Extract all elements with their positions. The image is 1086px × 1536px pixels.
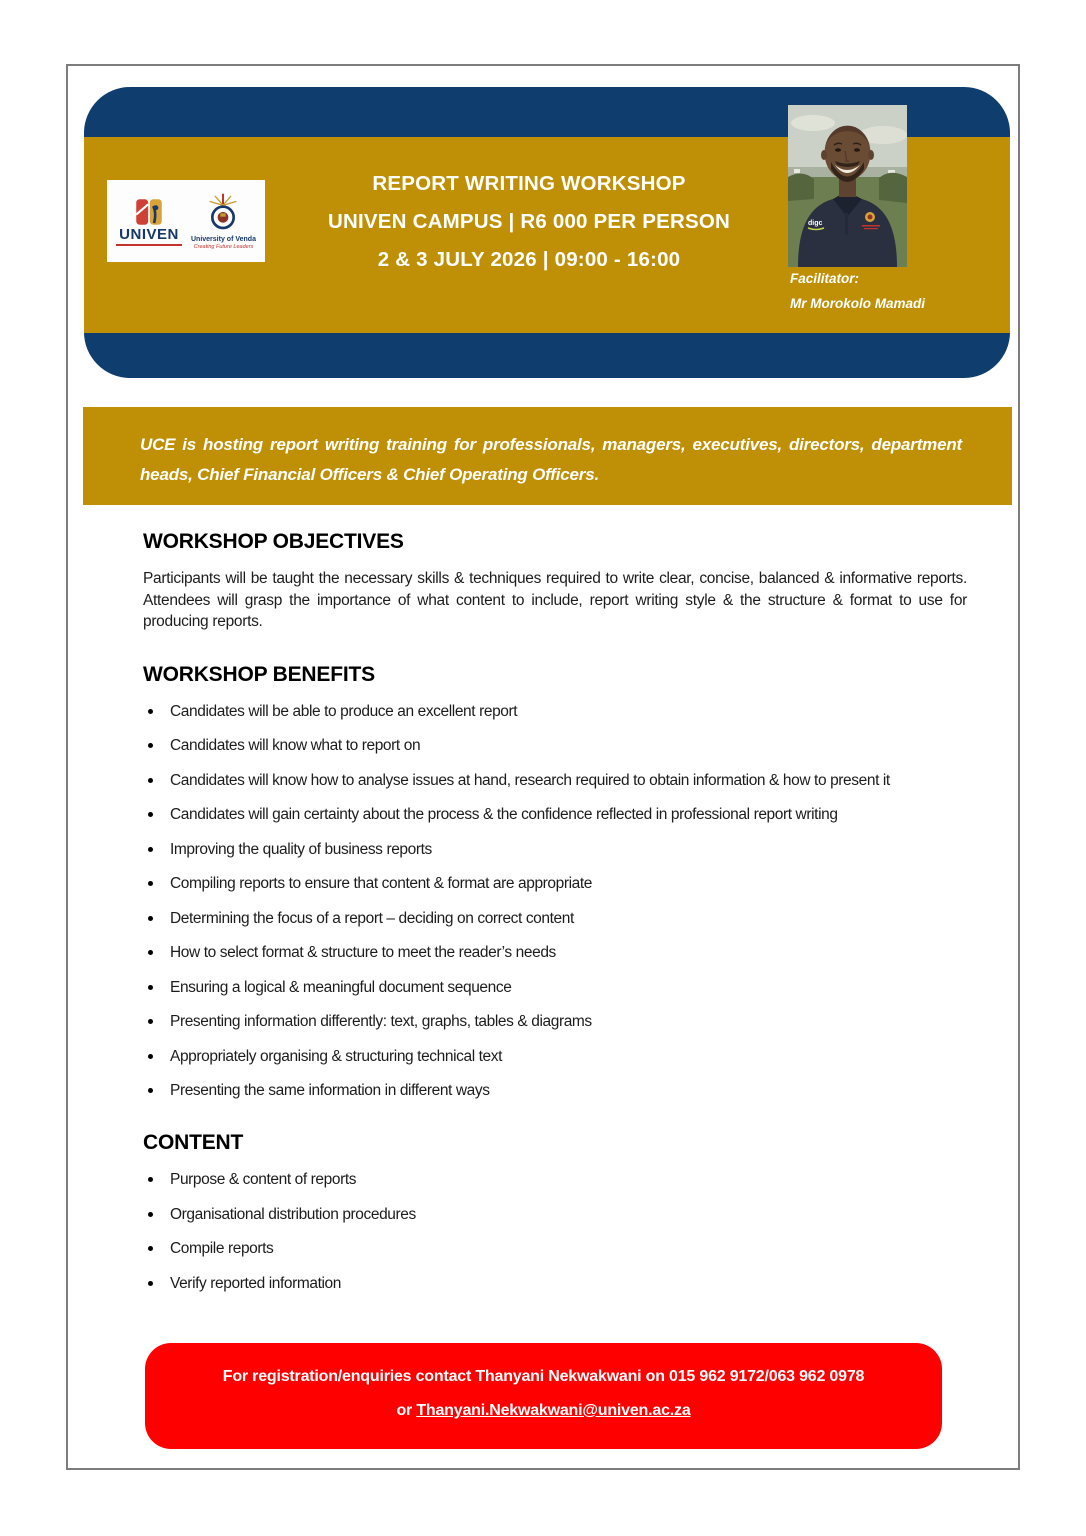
facilitator-caption <box>790 271 925 321</box>
univen-wordmark: UNIVEN <box>119 225 179 243</box>
contact-or-prefix: or <box>396 1402 417 1419</box>
list-item: Determining the focus of a report – deciding on correct content <box>143 908 967 929</box>
svg-text:digc: digc <box>808 220 823 227</box>
contact-email-link[interactable]: Thanyani.Nekwakwani@univen.ac.za <box>416 1402 691 1419</box>
univen-logo-icon <box>132 197 166 227</box>
benefits-heading: WORKSHOP BENEFITS <box>143 662 375 686</box>
facilitator-label: Facilitator: <box>790 271 860 286</box>
list-item: Ensuring a logical & meaningful document sequence <box>143 977 967 998</box>
intro-text: UCE is hosting report writing training for professionals, managers, executives, directors, department heads, Chief Financial Officers & Chief Operating Officers. <box>140 435 962 484</box>
list-item: Verify reported information <box>143 1273 967 1294</box>
list-item: Presenting the same information in different ways <box>143 1080 967 1101</box>
univen-tagline-rule <box>116 244 182 246</box>
header-banner <box>84 87 1010 378</box>
list-item: Compile reports <box>143 1238 967 1259</box>
workshop-title-line: UNIVEN CAMPUS | R6 000 PER PERSON <box>328 210 730 233</box>
objectives-heading: WORKSHOP OBJECTIVES <box>143 530 404 553</box>
benefits-list <box>143 701 967 1102</box>
contact-line2 <box>145 1402 942 1420</box>
objectives-paragraph: Participants will be taught the necessary skills & techniques required to write clear, concise, balanced & informative reports. Attendees will grasp the importance of what content to include, report writing style & the structure & format to use for producing reports. <box>143 570 967 630</box>
list-item: Appropriately organising & structuring technical text <box>143 1046 967 1067</box>
list-item: How to select format & structure to meet the reader’s needs <box>143 942 967 963</box>
venda-slogan: Creating Future Leaders <box>193 243 254 250</box>
intro-banner <box>83 407 1012 505</box>
list-item: Candidates will know what to report on <box>143 735 967 756</box>
content-list <box>143 1169 967 1294</box>
workshop-title <box>229 165 829 279</box>
content-heading: CONTENT <box>143 1131 244 1154</box>
main-content <box>143 520 967 1307</box>
contact-banner <box>145 1343 942 1449</box>
list-item: Purpose & content of reports <box>143 1169 967 1190</box>
list-item: Improving the quality of business reports <box>143 839 967 860</box>
univen-logo <box>116 197 182 246</box>
list-item: Compiling reports to ensure that content & format are appropriate <box>143 873 967 894</box>
facilitator-name: Mr Morokolo Mamadi <box>790 296 926 311</box>
venda-name: University of Venda <box>191 235 256 243</box>
list-item: Candidates will be able to produce an excellent report <box>143 701 967 722</box>
workshop-title-line: REPORT WRITING WORKSHOP <box>372 172 686 195</box>
list-item: Organisational distribution procedures <box>143 1204 967 1225</box>
workshop-title-line: 2 & 3 JULY 2026 | 09:00 - 16:00 <box>377 248 681 271</box>
contact-line1: For registration/enquiries contact Thanyani Nekwakwani on 015 962 9172/063 962 0978 <box>222 1368 865 1385</box>
list-item: Presenting information differently: text, graphs, tables & diagrams <box>143 1011 967 1032</box>
list-item: Candidates will gain certainty about the process & the confidence reflected in professional report writing <box>143 804 967 825</box>
facilitator-photo <box>788 105 907 267</box>
list-item: Candidates will know how to analyse issues at hand, research required to obtain information & how to present it <box>143 770 967 791</box>
